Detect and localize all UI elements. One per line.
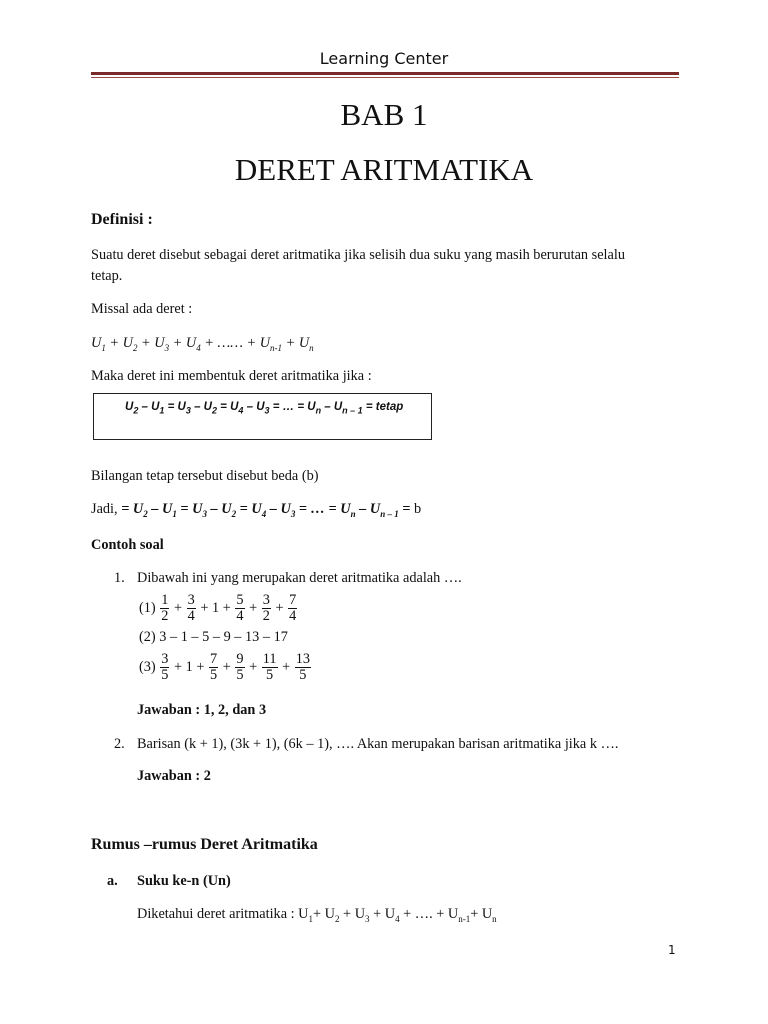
contoh-heading: Contoh soal bbox=[91, 537, 164, 553]
missal-text: Missal ada deret : bbox=[91, 301, 193, 317]
page-number: 1 bbox=[668, 943, 676, 957]
q2-number: 2. bbox=[114, 736, 125, 752]
item-a-label: a. bbox=[107, 873, 118, 889]
answer-1: Jawaban : 1, 2, dan 3 bbox=[137, 702, 267, 718]
jadi-label: Jadi, bbox=[91, 501, 118, 517]
definisi-heading: Definisi : bbox=[91, 211, 153, 228]
formula-box-text: $U_2 - U_1 = U_3 - U_2 = U_4 - U_3$ = … = $U_n - U_{n - 1}$ = tetap bbox=[125, 401, 404, 416]
chapter-number: BAB 1 bbox=[340, 97, 428, 132]
option-1: (1) $\frac{1}{2}$ + $\frac{3}{4}$ + 1 + $\frac{5}{4}$ + $\frac{3}{2}$ + $\frac{7}{4}$ bbox=[139, 591, 297, 624]
option-2-label: (2) bbox=[139, 629, 156, 645]
definisi-line-2: tetap. bbox=[91, 268, 123, 284]
definisi-line-1: Suatu deret disebut sebagai deret aritmatika jika selisih dua suku yang masih berurutan selalu bbox=[91, 247, 625, 263]
option-3: (3) $\frac{3}{5}$ + 1 + $\frac{7}{5}$ + $\frac{9}{5}$ + $\frac{11}{5}$ + $\frac{13}{5}$ bbox=[139, 650, 311, 683]
header-title: Learning Center bbox=[319, 49, 449, 68]
q1-text: Dibawah ini yang merupakan deret aritmatika adalah …. bbox=[137, 570, 462, 586]
diketahui-label: Diketahui deret aritmatika : bbox=[137, 906, 295, 922]
q1-number: 1. bbox=[114, 570, 125, 586]
rumus-heading: Rumus –rumus Deret Aritmatika bbox=[91, 836, 318, 853]
series-formula: $U_1 + U_2 + U_3 + U_4$ + …… + $U_{n-1} + U_n$ bbox=[91, 335, 314, 353]
item-a-title: Suku ke-n (Un) bbox=[137, 873, 231, 889]
diketahui-line: Diketahui deret aritmatika : $U_1+ U_2 + U_3 + U_4$ + …. + $U_{n-1}+ U_n$ bbox=[137, 906, 497, 924]
jadi-line: Jadi, = $U_2 - U_1 = U_3 - U_2 = U_4 - U_3$ = … = $U_n - U_{n - 1} = b$ bbox=[91, 501, 422, 519]
chapter-title: DERET ARITMATIKA bbox=[234, 152, 534, 187]
header-divider-thin bbox=[91, 77, 679, 78]
maka-text: Maka deret ini membentuk deret aritmatika jika : bbox=[91, 368, 372, 384]
option-2-text: 3 – 1 – 5 – 9 – 13 – 17 bbox=[159, 629, 288, 645]
header-divider-thick bbox=[91, 72, 679, 75]
q2-text: Barisan (k + 1), (3k + 1), (6k – 1), …. Akan merupakan barisan aritmatika jika k …. bbox=[137, 736, 619, 752]
bilangan-text: Bilangan tetap tersebut disebut beda (b) bbox=[91, 468, 319, 484]
answer-2: Jawaban : 2 bbox=[137, 768, 211, 784]
option-2 bbox=[139, 629, 288, 646]
option-1-label: (1) bbox=[139, 599, 156, 616]
option-3-label: (3) bbox=[139, 658, 156, 675]
